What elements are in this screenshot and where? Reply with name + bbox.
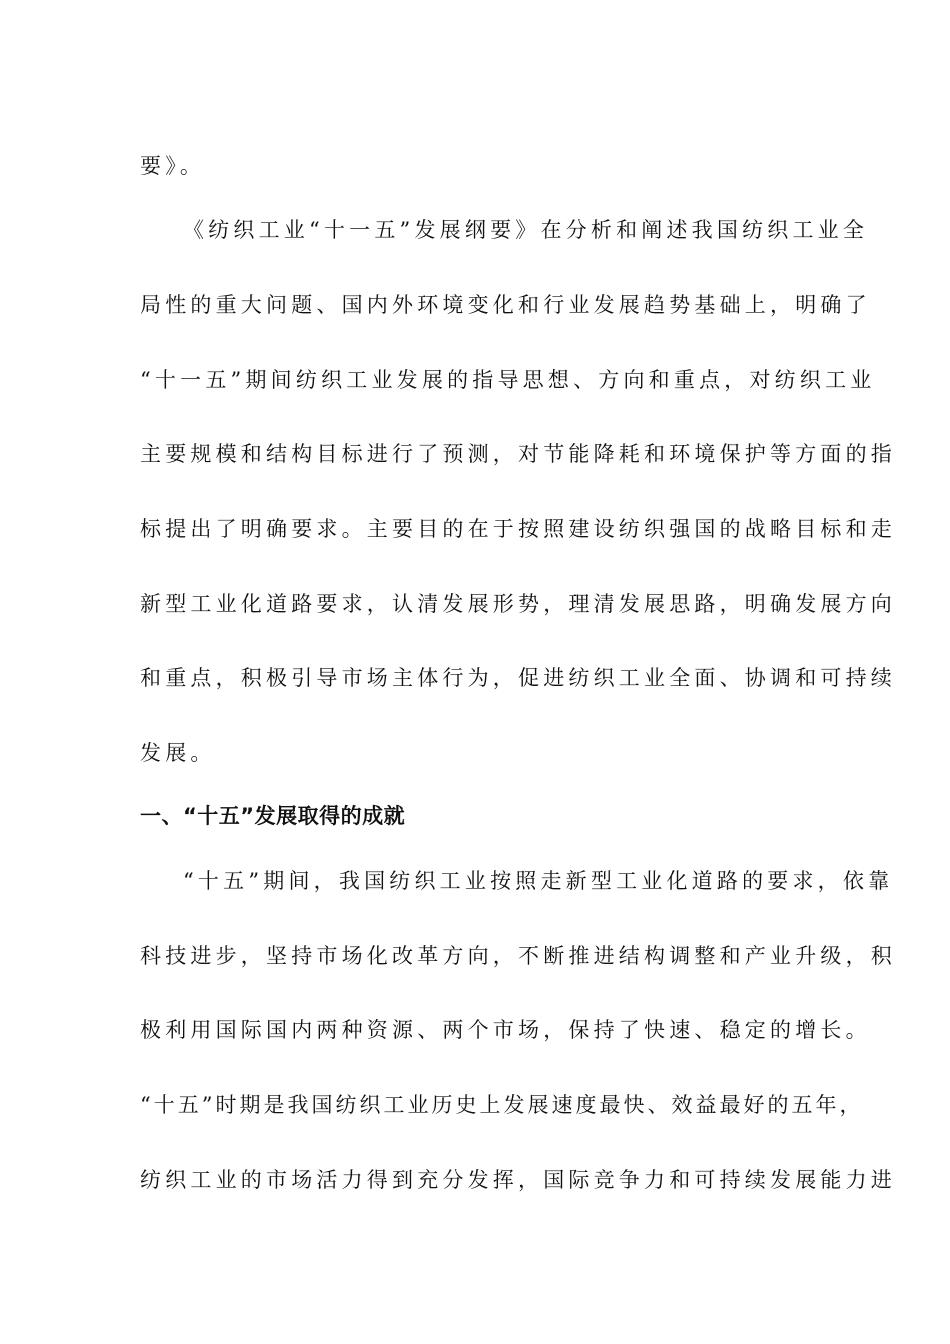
paragraph-line: 要》。 [140, 154, 206, 178]
paragraph-line: 《纺织工业“十一五”发展纲要》在分析和阐述我国纺织工业全 [183, 218, 869, 242]
paragraph-line: “十五”时期是我国纺织工业历史上发展速度最快、效益最好的五年， [140, 1093, 864, 1117]
paragraph-line: 极利用国际国内两种资源、两个市场，保持了快速、稳定的增长。 [140, 1018, 871, 1042]
paragraph-line: 标提出了明确要求。主要目的在于按照建设纺织强国的战略目标和走 [140, 517, 896, 541]
paragraph-line: “十一五”期间纺织工业发展的指导思想、方向和重点，对纺织工业 [140, 368, 876, 392]
paragraph-line: 科技进步，坚持市场化改革方向，不断推进结构调整和产业升级，积 [140, 944, 896, 968]
paragraph-line: 纺织工业的市场活力得到充分发挥，国际竞争力和可持续发展能力进 [140, 1168, 896, 1192]
paragraph-line: 局性的重大问题、国内外环境变化和行业发展趋势基础上，明确了 [140, 293, 871, 317]
paragraph-line: 新型工业化道路要求，认清发展形势，理清发展思路，明确发展方向 [140, 592, 896, 616]
paragraph-line: 主要规模和结构目标进行了预测，对节能降耗和环境保护等方面的指 [140, 442, 896, 466]
paragraph-line: 和重点，积极引导市场主体行为，促进纺织工业全面、协调和可持续 [140, 666, 896, 690]
section-heading: 一、“十五”发展取得的成就 [140, 804, 406, 828]
paragraph-line: 发展。 [140, 741, 216, 765]
paragraph-line: “十五”期间，我国纺织工业按照走新型工业化道路的要求，依靠 [183, 869, 894, 893]
